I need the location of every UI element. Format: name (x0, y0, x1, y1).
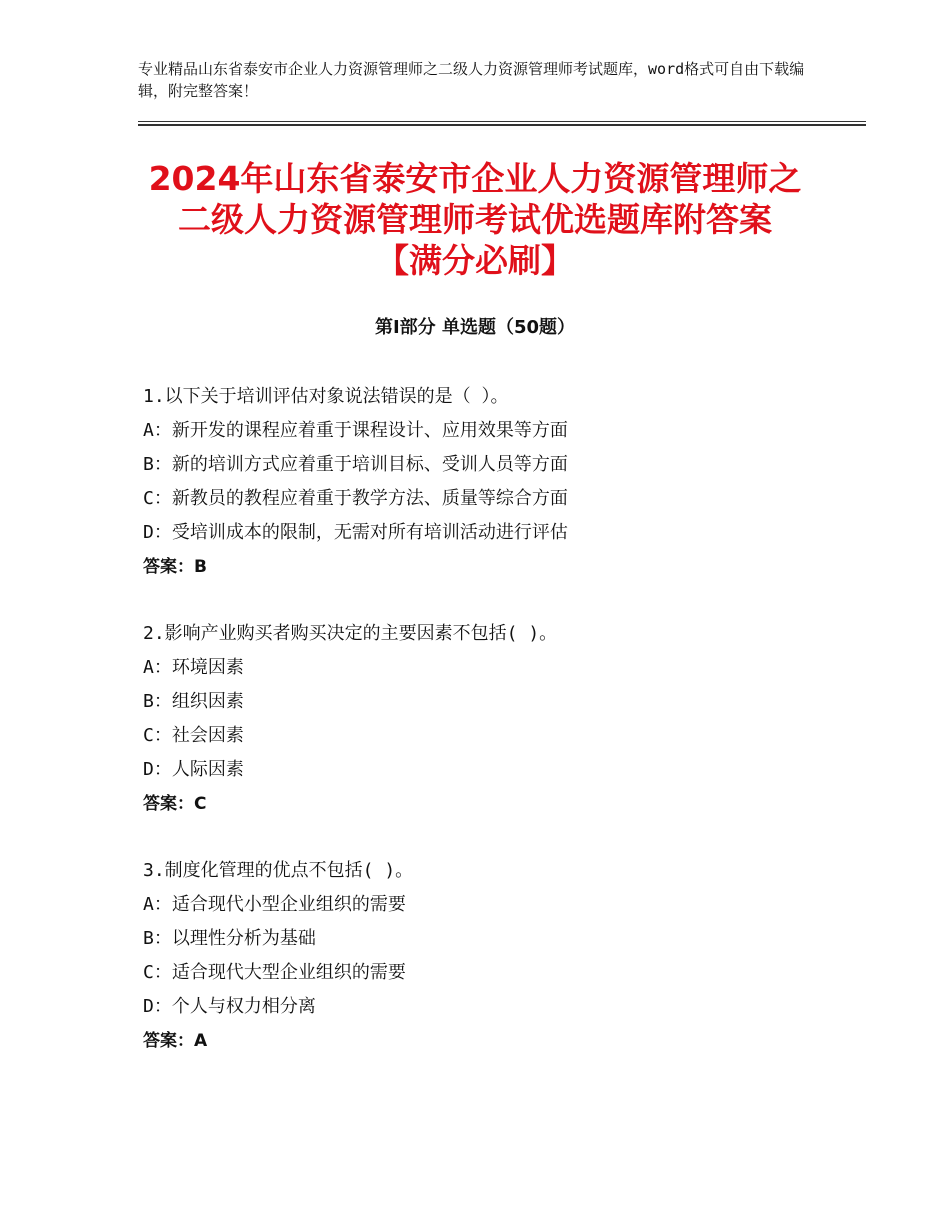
question-answer: 答案：B (143, 557, 207, 577)
question-option: A：新开发的课程应着重于课程设计、应用效果等方面 (143, 420, 568, 441)
question-option: B：以理性分析为基础 (143, 928, 316, 949)
header-divider-thick (138, 124, 866, 126)
document-title (80, 158, 870, 281)
question-stem: 1.以下关于培训评估对象说法错误的是（ ）。 (143, 386, 509, 407)
question-answer: 答案：A (143, 1031, 208, 1051)
title-line: 【满分必刷】 (376, 241, 574, 280)
question-option: B：组织因素 (143, 691, 244, 712)
header-note: 专业精品山东省泰安市企业人力资源管理师之二级人力资源管理师考试题库，word格式可自由下载编辑，附完整答案！ (138, 60, 805, 100)
question-item (143, 854, 863, 1058)
question-item (143, 617, 863, 821)
question-option: A：适合现代小型企业组织的需要 (143, 894, 406, 915)
header-divider-thin (138, 121, 866, 122)
question-option: D：个人与权力相分离 (143, 996, 316, 1017)
question-option: C：新教员的教程应着重于教学方法、质量等综合方面 (143, 488, 568, 509)
question-item (143, 380, 863, 584)
title-line: 二级人力资源管理师考试优选题库附答案 (178, 200, 772, 239)
question-list (143, 380, 863, 1091)
question-option: D：受培训成本的限制，无需对所有培训活动进行评估 (143, 522, 568, 543)
question-option: D：人际因素 (143, 759, 244, 780)
question-option: A：环境因素 (143, 657, 244, 678)
section-heading: 第Ⅰ部分 单选题（50题） (374, 317, 575, 338)
question-option: B：新的培训方式应着重于培训目标、受训人员等方面 (143, 454, 568, 475)
question-stem: 3.制度化管理的优点不包括( )。 (143, 860, 414, 881)
title-line: 2024年山东省泰安市企业人力资源管理师之 (148, 159, 802, 198)
question-option: C：适合现代大型企业组织的需要 (143, 962, 406, 983)
question-option: C：社会因素 (143, 725, 244, 746)
question-stem: 2.影响产业购买者购买决定的主要因素不包括( )。 (143, 623, 558, 644)
question-answer: 答案：C (143, 794, 207, 814)
